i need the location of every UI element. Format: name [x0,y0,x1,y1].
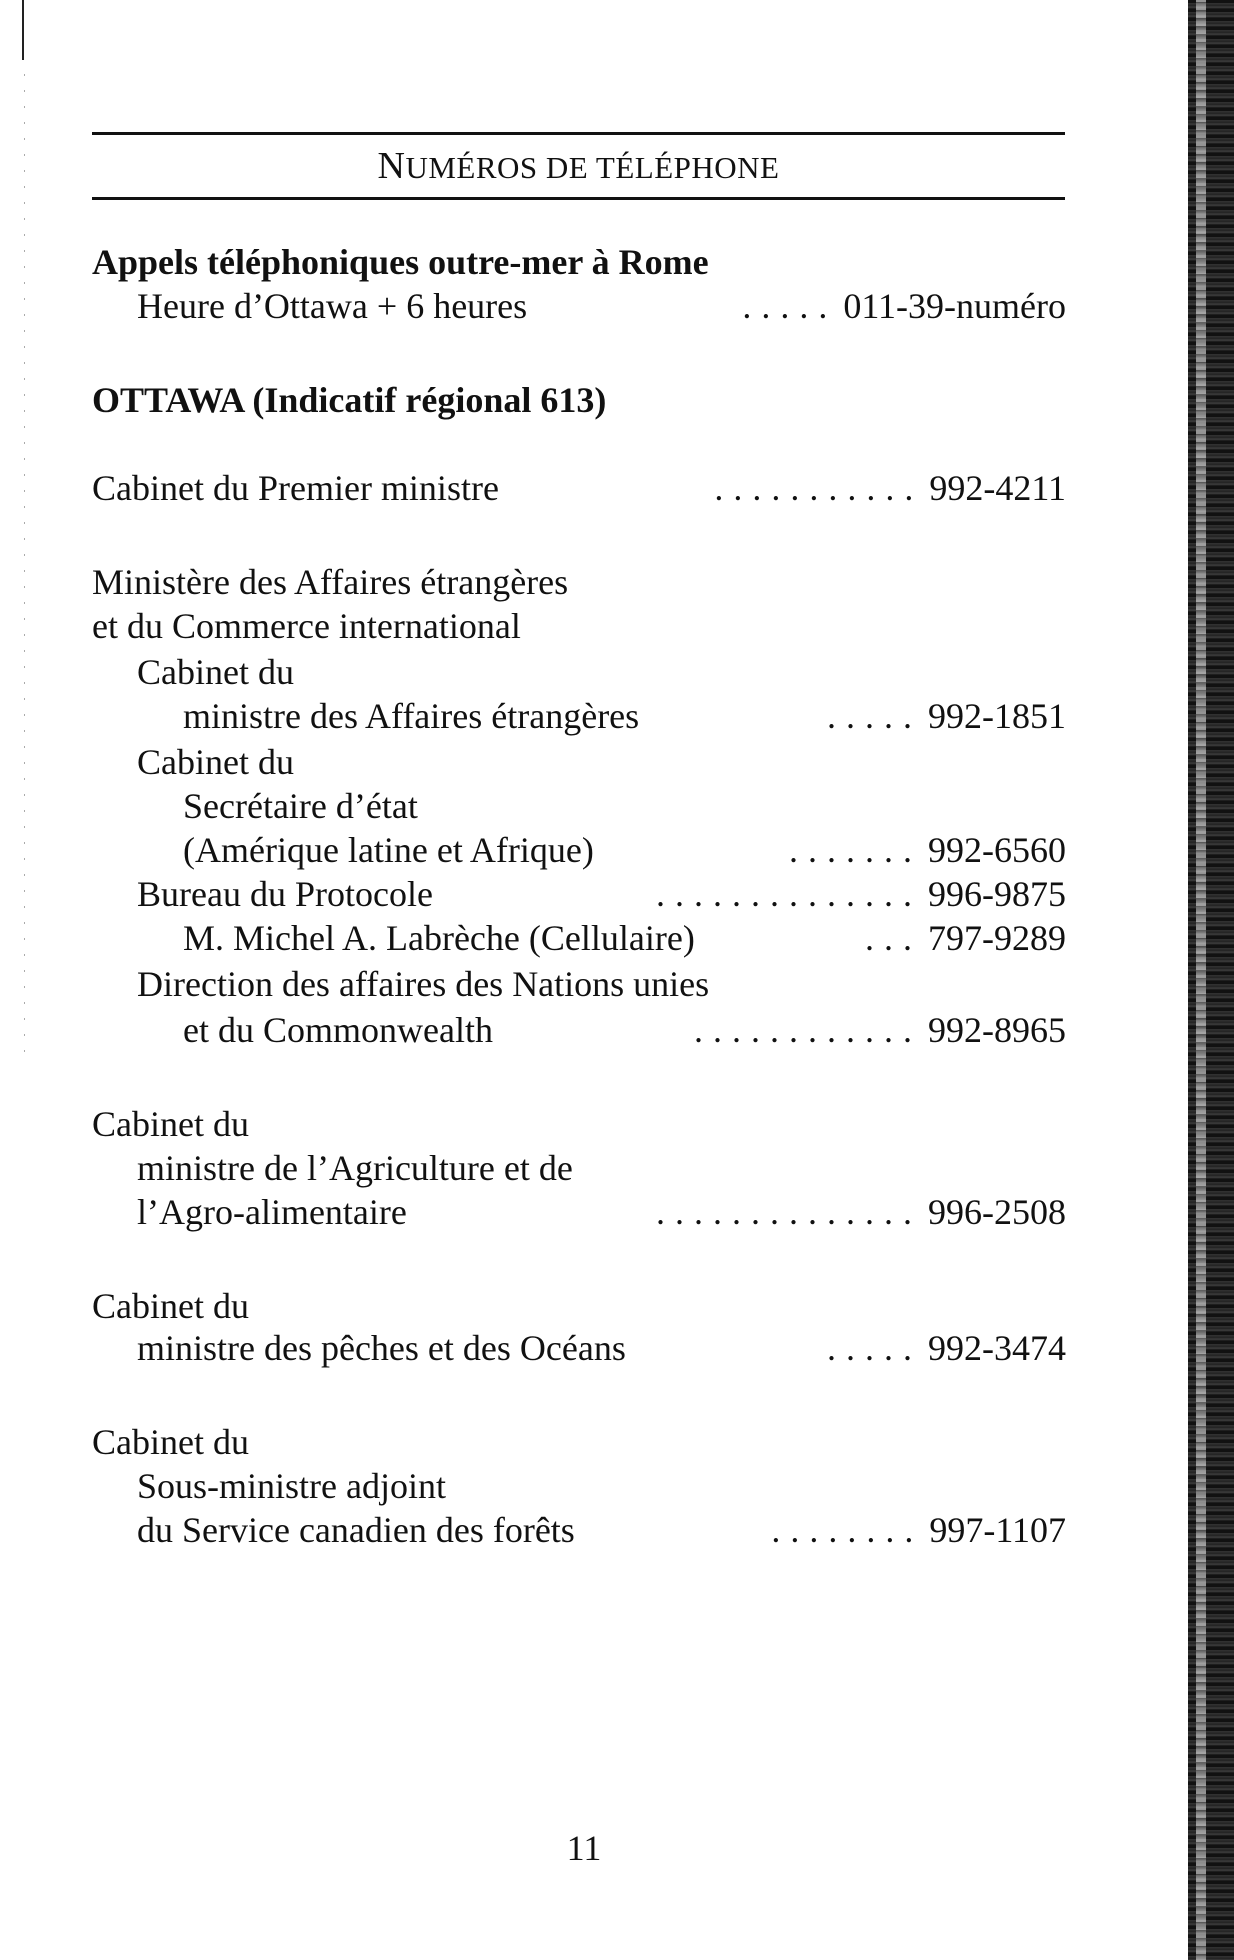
scan-left-speckle [24,60,25,1060]
overseas-number: 011-39-numéro [843,286,1066,326]
entry-labreche [183,916,1066,960]
entry-protocol-leader: .............. [656,874,922,914]
fish-cabinet: Cabinet du [92,1286,249,1326]
overseas-leader: ..... [742,286,838,326]
entry-fa-minister-leader: ..... [827,696,922,736]
entry-fa-minister-label: ministre des Affaires étrangères [183,696,640,736]
scan-right-edge [1188,0,1234,1960]
forest-cabinet: Cabinet du [92,1422,249,1462]
entry-agri-label: l’Agro-alimentaire [137,1192,407,1232]
se-cabinet: Cabinet du [137,742,294,782]
overseas-label: Heure d’Ottawa + 6 heures [137,286,528,326]
entry-forest-number: 997-1107 [929,1510,1066,1550]
entry-protocol [137,872,1066,916]
entry-fish-number: 992-3474 [928,1328,1066,1368]
entry-labreche-number: 797-9289 [928,918,1066,958]
entry-fish-label: ministre des pêches et des Océans [137,1328,626,1368]
entry-se-region-leader: ....... [789,830,922,870]
page-title-rest: UMÉROS DE TÉLÉPHONE [405,150,780,185]
entry-fa-minister [183,694,1066,738]
entry-un [183,1008,1066,1052]
maeci-line-1: Ministère des Affaires étrangères [92,562,569,602]
page-title [92,144,1065,188]
header-bottom-rule [92,197,1065,200]
entry-pm [92,466,1066,510]
entry-protocol-label: Bureau du Protocole [137,874,433,914]
entry-forest [137,1508,1066,1552]
scan-left-mark [22,0,24,60]
entry-un-label: et du Commonwealth [183,1010,493,1050]
ottawa-heading: OTTAWA (Indicatif régional 613) [92,380,607,420]
entry-agri-leader: .............. [656,1192,922,1232]
un-line-1: Direction des affaires des Nations unies [137,964,710,1004]
maeci-line-2: et du Commerce international [92,606,521,646]
overseas-heading: Appels téléphoniques outre-mer à Rome [92,242,709,282]
entry-fa-minister-number: 992-1851 [928,696,1066,736]
scan-right-edge-noise [1196,0,1206,1960]
entry-pm-leader: ........... [714,468,924,508]
agri-line-1: ministre de l’Agriculture et de [137,1148,573,1188]
entry-protocol-number: 996-9875 [928,874,1066,914]
entry-fish [137,1326,1066,1370]
fa-cabinet: Cabinet du [137,652,294,692]
entry-forest-label: du Service canadien des forêts [137,1510,575,1550]
forest-line-1: Sous-ministre adjoint [137,1466,446,1506]
entry-labreche-label: M. Michel A. Labrèche (Cellulaire) [183,918,695,958]
page-title-initial: N [377,145,406,187]
entry-pm-label: Cabinet du Premier ministre [92,468,499,508]
entry-forest-leader: ........ [771,1510,924,1550]
header-top-rule [92,132,1065,135]
page-number: 11 [566,1828,602,1868]
entry-un-leader: ............ [694,1010,922,1050]
agri-cabinet: Cabinet du [92,1104,249,1144]
entry-fish-leader: ..... [827,1328,922,1368]
entry-pm-number: 992-4211 [929,468,1066,508]
overseas-entry [137,284,1066,328]
entry-se-region-number: 992-6560 [928,830,1066,870]
entry-se-region [183,828,1066,872]
entry-labreche-leader: ... [865,918,922,958]
se-title: Secrétaire d’état [183,786,418,826]
entry-un-number: 992-8965 [928,1010,1066,1050]
entry-agri [137,1190,1066,1234]
entry-se-region-label: (Amérique latine et Afrique) [183,830,594,870]
entry-agri-number: 996-2508 [928,1192,1066,1232]
